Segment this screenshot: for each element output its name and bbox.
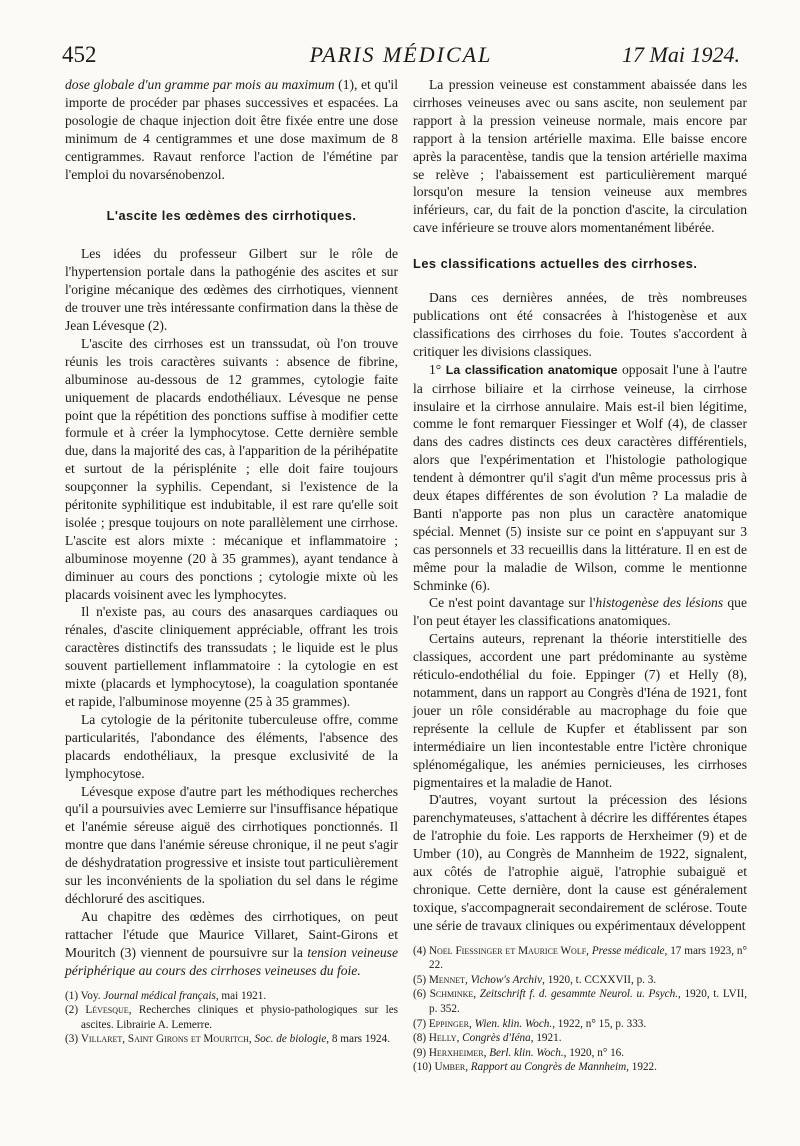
footnote: (8) Helly, Congrès d'Iéna, 1921.	[413, 1032, 562, 1045]
issue-date: 17 Mai 1924.	[622, 42, 740, 67]
footnote: (9) Herxheimer, Berl. klin. Woch., 1920, n° 16.	[413, 1046, 625, 1059]
paragraph: Il n'existe pas, au cours des anasarques cardiaques ou rénales, d'ascite cliniquement appréciable, offrant les trois caractères distinctifs des transsudats ; le liquide est le plus souvent partiellement inflammatoire : la cytologie en est mixte (placards et lymphocytose), la coagulation spontanée et rapide, l'albuminose moyenne (25 à 35 grammes).	[65, 604, 398, 709]
section-heading-classifications: Les classifications actuelles des cirrhoses.	[413, 256, 698, 272]
paragraph: Certains auteurs, reprenant la théorie interstitielle des classiques, accordent une part prédominante au système réticulo-endothélial du foie. Eppinger (7) et Helly (8), notamment, dans un rapport au Congrès d'Iéna de 1921, font jouer un rôle considérable au macrophage du foie que représente la cellule de Kupfer et établissent par son intermédiaire un lien incontestable entre l'ictère chronique splénomégalique, les anémies pernicieuses, les cirrhoses pigmentaires et la maladie de Hanot.	[413, 631, 747, 790]
paragraph-text: Au chapitre des œdèmes des cirrhotiques, on peut rattacher l'étude que Maurice Villaret, Saint-Girons et Mouritch (3) viennent de poursuivre sur la	[65, 908, 398, 960]
paragraph: La cytologie de la péritonite tuberculeuse offre, comme particularités, l'abondance des éléments, l'absence des placards endothéliaux, la presque exclusivité de la lymphocytose.	[65, 711, 398, 781]
footnote: (5) Mennet, Vichow's Archiv, 1920, t. CCXXVII, p. 3.	[413, 973, 657, 986]
footnote: (3) Villaret, Saint Girons et Mouritch, Soc. de biologie, 8 mars 1924.	[65, 1033, 390, 1046]
paragraph: D'autres, voyant surtout la précession des lésions parenchymateuses, s'attachent à décrire les différentes étapes de l'atrophie du foie. Les rapports de Herxheimer (9) et de Umber (10), au Congrès de Mannheim de 1922, signalent, aux côtés de l'atrophie aiguë, l'atrophie subaiguë et chronique. Cette dernière, dont la cause est généralement toxique, s'accompagnerait secondairement de sclérose. Toute une série de travaux cliniques ou expérimentaux développent	[413, 792, 747, 933]
paragraph: Les idées du professeur Gilbert sur le rôle de l'hypertension portale dans la pathogénie des ascites et sur l'origine mécanique des œdèmes des cirrhotiques, viennent de trouver une très intéressante confirmation dans la thèse de Jean Lévesque (2).	[65, 246, 398, 333]
intro-paragraph	[65, 76, 398, 183]
footnote: (6) Schminke, Zeitschrift f. d. gesammte Neurol. u. Psych., 1920, t. LVII, p. 352.	[413, 988, 747, 1016]
running-header	[62, 40, 740, 74]
footnote: (7) Eppinger, Wien. klin. Woch., 1922, n° 15, p. 333.	[413, 1017, 647, 1030]
paragraph	[65, 908, 398, 980]
intro-italic: dose globale d'un gramme par mois au maximum	[65, 77, 335, 92]
footnotes-left	[65, 989, 398, 1047]
paragraph: L'ascite des cirrhoses est un transsudat, où l'on trouve réunis les trois caractères suivants : absence de fibrine, albuminose au-dessous de 12 grammes, cytologie faite uniquement de placards endothéliaux. Lévesque ne pense point que la répétition des ponctions suffise à modifier cette formule et à créer la lymphocytose. Cette dernière semble due, dans la majorité des cas, à l'apparition de la périhépatite et surtout de la périsplénite ; elle doit faire toujours soupçonner la syphilis. Cependant, si l'existence de la péritonite syphilitique est indubitable, il est rare qu'elle soit isolée ; presque toujours on note parallèlement une cirrhose. L'ascite est alors mixte : mécanique et inflammatoire ; albuminose moyenne (20 à 35 grammes), ayant tendance à diminuer au cours des ponctions ; cytologie mixte où les placards voisinent avec les lymphocytes.	[65, 335, 398, 602]
paragraph: Lévesque expose d'autre part les méthodiques recherches qu'il a poursuivies avec Lemierre sur l'insuffisance hépatique et l'anémie séreuse aiguë des cirrhotiques ponctionnés. Il montre que dans l'anémie séreuse chronique, il ne peut s'agir de déshydratation progressive et insiste tout particulièrement sur les inconvénients de la spoliation du sel dans le régime déchloruré des ascitiques.	[65, 783, 398, 906]
intro-text: (1), et qu'il importe de procéder par phases successives et espacées. La posologie de chaque injection doit être fixée entre une dose minimum de 4 centigrammes et une dose maximum de 8 centigrammes. Ravaut renforce l'action de l'émétine par l'emploi du novarsénobenzol.	[65, 77, 398, 182]
footnotes-right	[413, 944, 747, 1075]
section-heading-ascite: L'ascite les œdèmes des cirrhotiques.	[106, 208, 357, 224]
classification-term: La classification anatomique	[445, 362, 618, 377]
paragraph-italic: tension veineuse périphérique au cours des cirrhoses veineuses du foie.	[65, 944, 398, 978]
footnote: (1) Voy. Journal médical français, mai 1921.	[65, 989, 267, 1002]
footnote: (4) Noel Fiessinger et Maurice Wolf, Presse médicale, 17 mars 1923, n° 22.	[413, 944, 747, 972]
footnote: (2) Lévesque, Recherches cliniques et physio-pathologiques sur les ascites. Librairie A. Lemerre.	[65, 1004, 399, 1031]
footnote: (10) Umber, Rapport au Congrès de Mannheim, 1922.	[413, 1061, 657, 1074]
right-column	[413, 76, 747, 1075]
paragraph: La pression veineuse est constamment abaissée dans les cirrhoses veineuses avec ou sans ascite, non seulement par rapport à la pression veineuse normale, mais encore par rapport à la tension artérielle maxima. Elle baisse encore après la paracentèse, tandis que la tension artérielle maxima se relève ; l'abaissement est particulièrement marqué lorsqu'on mesure la tension veineuse aux membres inférieurs, car, du fait de la ponction d'ascite, la circulation cave inférieure se trouve alors momentanément libérée.	[413, 77, 747, 236]
left-column	[65, 76, 398, 1047]
paragraph: Dans ces dernières années, de très nombreuses publications ont été consacrées à l'histogenèse et aux classifications des cirrhoses du foie. Toutes s'accordent à critiquer les divisions classiques.	[413, 290, 747, 359]
journal-title: PARIS MÉDICAL	[309, 42, 493, 67]
paragraph: Ce n'est point davantage sur l'histogenèse des lésions que l'on peut étayer les classifications anatomiques.	[413, 595, 747, 629]
page-number: 452	[62, 42, 97, 67]
paragraph: 1° La classification anatomique opposait l'une à l'autre la cirrhose biliaire et la cirrhose veineuse, la cirrhose insulaire et la cirrhose annulaire. Mais est-il bien légitime, comme le font remarquer Fiessinger et Wolf (4), de classer dans des cadres distincts ces deux caractères différentiels, alors que l'expérimentation et l'histologie pathologique tendent à démontrer qu'il s'agit d'un même processus pris à deux étapes différentes de son évolution ? La maladie de Banti n'apporte pas non plus un caractère anatomique spécial. Mennet (5) insiste sur ce point en s'appuyant sur 3 cas personnels et 33 recueillis dans la littérature. Il en est de même pour la maladie de Wilson, comme le mentionne Schminke (6).	[413, 361, 747, 593]
